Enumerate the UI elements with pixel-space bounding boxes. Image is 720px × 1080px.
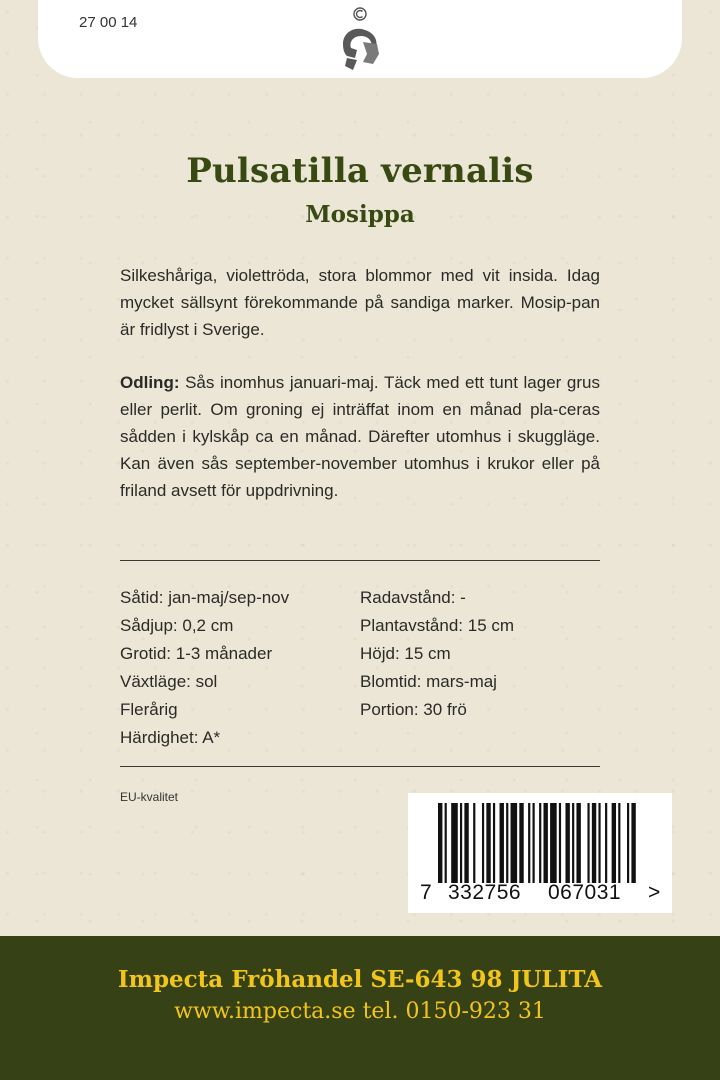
barcode-first-digit: 7 <box>420 881 433 904</box>
barcode-bar <box>464 803 468 883</box>
specs-right-column <box>360 584 514 724</box>
barcode-bar <box>598 803 600 883</box>
barcode-bar <box>460 803 462 883</box>
quality-note: EU-kvalitet <box>120 790 179 804</box>
barcode-bar <box>543 803 547 883</box>
footer-contact: www.impecta.se tel. 0150-923 31 <box>174 999 546 1024</box>
barcode-bar <box>565 803 569 883</box>
impecta-logo-icon <box>333 4 387 76</box>
barcode-bar <box>528 803 530 883</box>
barcode-bar <box>451 803 458 883</box>
barcode-bar <box>500 803 504 883</box>
barcode-bar <box>618 803 620 883</box>
barcode-bar <box>473 803 475 883</box>
spec-item: Plantavstånd: 15 cm <box>360 616 515 635</box>
barcode-left-group: 332756 <box>448 881 522 904</box>
barcode-bars <box>438 803 638 883</box>
spec-item: Blomtid: mars-maj <box>360 672 497 691</box>
cultivation-label: Odling: <box>120 373 180 392</box>
barcode-bar <box>587 803 589 883</box>
spec-item: Grotid: 1-3 månader <box>120 644 273 663</box>
barcode-bar <box>511 803 518 883</box>
spec-item: Flerårig <box>120 700 178 719</box>
barcode-bar <box>445 803 447 883</box>
barcode-bar <box>605 803 607 883</box>
spec-item: Växtläge: sol <box>120 672 218 691</box>
barcode-bar <box>493 803 495 883</box>
barcode-bar <box>627 803 629 883</box>
spec-item: Sådjup: 0,2 cm <box>120 616 234 635</box>
barcode-bar <box>576 803 580 883</box>
article-number: 27 00 14 <box>79 14 138 31</box>
spec-item: Såtid: jan-maj/sep-nov <box>120 588 290 607</box>
barcode-bar <box>612 803 616 883</box>
spec-item: Radavstånd: - <box>360 588 466 607</box>
barcode-bar <box>550 803 557 883</box>
barcode-bar <box>559 803 561 883</box>
barcode-bar <box>592 803 596 883</box>
cultivation-body: Sås inomhus januari-maj. Täck med ett tunt lager grus eller perlit. Om groning ej inträffat inom en månad pla-ceras sådden i kylskåp ca en månad. Därefter utomhus i skuggläge. Kan även sås september-november utomhus i krukor eller på friland avsett för uppdrivning. <box>120 373 600 500</box>
spec-item: Höjd: 15 cm <box>360 644 451 663</box>
divider-top <box>120 560 600 561</box>
barcode-bar <box>631 803 635 883</box>
barcode-bar <box>506 803 508 883</box>
cultivation-text <box>120 369 600 504</box>
divider-bottom <box>120 766 600 767</box>
barcode-bar <box>438 803 442 883</box>
barcode-bar <box>533 803 535 883</box>
barcode-bar <box>572 803 574 883</box>
description-text: Silkeshåriga, violettröda, stora blommor med vit insida. Idag mycket sällsynt förekommande på sandiga marker. Mosip-pan är fridlyst i Sverige. <box>120 266 600 339</box>
barcode-bar <box>482 803 484 883</box>
spec-item: Portion: 30 frö <box>360 700 467 719</box>
plant-latin-name: Pulsatilla vernalis <box>186 151 534 191</box>
barcode-bar <box>519 803 523 883</box>
barcode-bar <box>486 803 490 883</box>
barcode-bar <box>539 803 541 883</box>
spec-item: Härdighet: A* <box>120 728 221 747</box>
barcode <box>408 793 672 913</box>
specs-left-column <box>120 584 289 752</box>
barcode-end-marker: > <box>648 881 661 904</box>
footer-company: Impecta Fröhandel SE-643 98 JULITA <box>117 966 603 993</box>
plant-common-name: Mosippa <box>305 201 415 228</box>
barcode-right-group: 067031 <box>548 881 622 904</box>
